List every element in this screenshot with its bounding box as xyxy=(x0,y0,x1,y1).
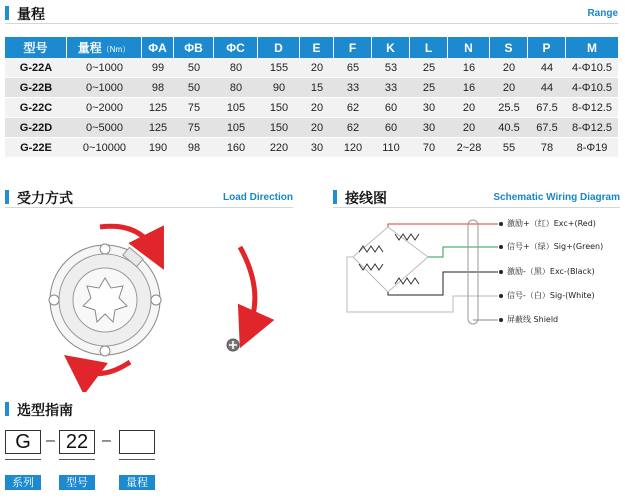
value-cell: 20 xyxy=(300,118,334,138)
flange-drawing xyxy=(49,244,161,356)
value-cell: 67.5 xyxy=(528,118,566,138)
spec-row xyxy=(5,78,618,98)
value-cell: 62 xyxy=(334,118,372,138)
model-code-box: 22 xyxy=(59,430,95,454)
value-cell: 50 xyxy=(174,78,214,98)
separator-dash: – xyxy=(102,432,111,449)
value-cell: 40.5 xyxy=(490,118,528,138)
section-marker xyxy=(5,6,9,20)
value-cell: 125 xyxy=(142,118,174,138)
range-section-header xyxy=(5,4,618,24)
series-underline xyxy=(5,459,41,460)
value-cell: 0~2000 xyxy=(67,98,142,118)
value-cell: 25 xyxy=(410,58,448,78)
value-cell: 105 xyxy=(214,98,258,118)
value-cell: 20 xyxy=(300,98,334,118)
value-cell: 0~1000 xyxy=(67,78,142,98)
header-e: E xyxy=(300,37,334,58)
value-cell: 20 xyxy=(490,78,528,98)
section-marker xyxy=(5,402,9,416)
value-cell: 60 xyxy=(372,98,410,118)
header-phi-b: ΦB xyxy=(174,37,214,58)
value-cell: 20 xyxy=(448,98,490,118)
bridge-circuit xyxy=(353,227,428,292)
value-cell: 120 xyxy=(334,138,372,158)
value-cell: 220 xyxy=(258,138,300,158)
spec-row xyxy=(5,138,618,158)
wiring-label: 信号+（绿）Sig+(Green) xyxy=(507,242,604,251)
value-cell: 65 xyxy=(334,58,372,78)
range-title-en: Range xyxy=(587,8,618,19)
value-cell: 70 xyxy=(410,138,448,158)
spec-row xyxy=(5,58,618,78)
value-cell: 16 xyxy=(448,78,490,98)
value-cell: 78 xyxy=(528,138,566,158)
model-cell: G-22B xyxy=(5,78,67,98)
section-divider xyxy=(5,23,618,24)
header-k: K xyxy=(372,37,410,58)
value-cell: 0~10000 xyxy=(67,138,142,158)
value-cell: 33 xyxy=(372,78,410,98)
model-cell: G-22D xyxy=(5,118,67,138)
load-title: 受力方式 xyxy=(17,191,73,207)
curved-arrow-icon xyxy=(240,247,255,330)
model-cell: G-22C xyxy=(5,98,67,118)
wiring-label: 激励+（红）Exc+(Red) xyxy=(507,219,596,228)
value-cell: 20 xyxy=(300,58,334,78)
value-cell: 60 xyxy=(372,118,410,138)
value-cell: 30 xyxy=(410,98,448,118)
value-cell: 50 xyxy=(174,58,214,78)
value-cell: 2~28 xyxy=(448,138,490,158)
model-underline xyxy=(59,459,95,460)
value-cell: 98 xyxy=(142,78,174,98)
value-cell: 33 xyxy=(334,78,372,98)
plus-circle-icon xyxy=(227,339,239,351)
wiring-label: 屏蔽线 Shield xyxy=(507,315,559,324)
value-cell: 80 xyxy=(214,58,258,78)
value-cell: 75 xyxy=(174,118,214,138)
value-cell: 55 xyxy=(490,138,528,158)
range-underline xyxy=(119,459,155,460)
wire-exc-minus xyxy=(388,272,498,295)
header-d: D xyxy=(258,37,300,58)
load-title-en: Load Direction xyxy=(222,192,293,203)
range-unit: （Nm） xyxy=(101,45,131,54)
model-tag: 型号 xyxy=(59,475,95,490)
value-cell: 110 xyxy=(372,138,410,158)
value-cell: 30 xyxy=(300,138,334,158)
load-direction-diagram xyxy=(20,212,280,392)
value-cell: 155 xyxy=(258,58,300,78)
wire-sig-minus xyxy=(347,257,498,312)
load-section-header xyxy=(5,188,293,208)
wiring-title: 接线图 xyxy=(345,191,387,207)
wire-exc-plus xyxy=(388,224,498,227)
range-code-box xyxy=(119,430,155,454)
value-cell: 4-Φ10.5 xyxy=(566,78,618,98)
wiring-section-header xyxy=(333,188,620,208)
spec-table xyxy=(5,37,618,158)
value-cell: 99 xyxy=(142,58,174,78)
series-tag: 系列 xyxy=(5,475,41,490)
value-cell: 105 xyxy=(214,118,258,138)
selection-section-header xyxy=(5,400,618,420)
header-n: N xyxy=(448,37,490,58)
value-cell: 25 xyxy=(410,78,448,98)
value-cell: 98 xyxy=(174,138,214,158)
range-tag: 量程 xyxy=(119,475,155,490)
value-cell: 25.5 xyxy=(490,98,528,118)
section-divider xyxy=(5,207,293,208)
value-cell: 150 xyxy=(258,118,300,138)
header-s: S xyxy=(490,37,528,58)
value-cell: 16 xyxy=(448,58,490,78)
value-cell: 4-Φ10.5 xyxy=(566,58,618,78)
header-phi-c: ΦC xyxy=(214,37,258,58)
header-l: L xyxy=(410,37,448,58)
value-cell: 44 xyxy=(528,58,566,78)
header-p: P xyxy=(528,37,566,58)
model-cell: G-22E xyxy=(5,138,67,158)
section-marker xyxy=(5,190,9,204)
header-f: F xyxy=(334,37,372,58)
spec-row xyxy=(5,118,618,138)
value-cell: 15 xyxy=(300,78,334,98)
header-model: 型号 xyxy=(5,37,67,58)
value-cell: 125 xyxy=(142,98,174,118)
value-cell: 30 xyxy=(410,118,448,138)
wiring-label: 激励-（黑）Exc-(Black) xyxy=(507,267,595,276)
value-cell: 8-Φ12.5 xyxy=(566,98,618,118)
value-cell: 8-Φ12.5 xyxy=(566,118,618,138)
value-cell: 80 xyxy=(214,78,258,98)
header-range: 量程（Nm） xyxy=(67,37,142,58)
separator-dash: – xyxy=(46,432,55,449)
value-cell: 0~5000 xyxy=(67,118,142,138)
curved-arrow-icon xyxy=(80,362,130,373)
value-cell: 190 xyxy=(142,138,174,158)
value-cell: 0~1000 xyxy=(67,58,142,78)
spec-header-row xyxy=(5,37,618,58)
section-marker xyxy=(333,190,337,204)
value-cell: 160 xyxy=(214,138,258,158)
value-cell: 67.5 xyxy=(528,98,566,118)
wire-sig-plus xyxy=(428,247,498,257)
wiring-label: 信号-（白）Sig-(White) xyxy=(507,291,595,300)
selection-title: 选型指南 xyxy=(17,403,73,419)
wiring-title-en: Schematic Wiring Diagram xyxy=(493,192,620,203)
section-divider xyxy=(333,207,620,208)
value-cell: 20 xyxy=(490,58,528,78)
value-cell: 150 xyxy=(258,98,300,118)
header-phi-a: ΦA xyxy=(142,37,174,58)
value-cell: 8-Φ19 xyxy=(566,138,618,158)
value-cell: 53 xyxy=(372,58,410,78)
spec-row xyxy=(5,98,618,118)
range-title: 量程 xyxy=(17,7,45,23)
value-cell: 44 xyxy=(528,78,566,98)
value-cell: 20 xyxy=(448,118,490,138)
value-cell: 90 xyxy=(258,78,300,98)
series-code-box: G xyxy=(5,430,41,454)
value-cell: 62 xyxy=(334,98,372,118)
model-cell: G-22A xyxy=(5,58,67,78)
value-cell: 75 xyxy=(174,98,214,118)
header-m: M xyxy=(566,37,618,58)
